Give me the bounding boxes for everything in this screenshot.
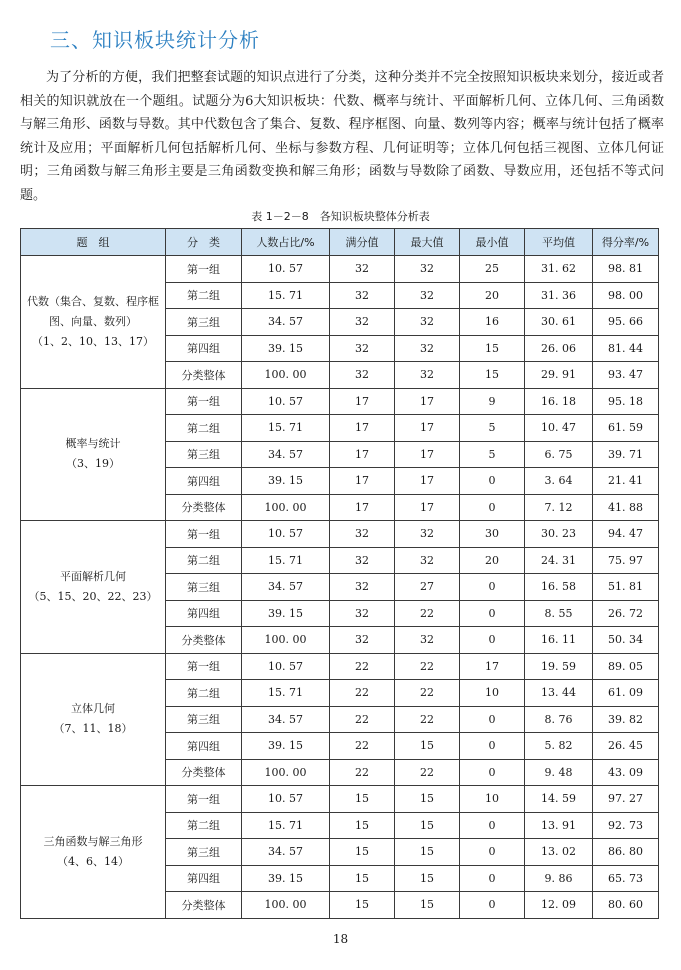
value-cell: 15	[460, 362, 525, 389]
value-cell: 32	[395, 547, 460, 574]
value-cell: 0	[460, 706, 525, 733]
header-cell: 分 类	[166, 229, 242, 256]
group-label-cell	[21, 653, 166, 786]
value-cell: 95. 18	[593, 388, 659, 415]
value-cell: 41. 88	[593, 494, 659, 521]
value-cell: 32	[330, 309, 395, 336]
value-cell: 34. 57	[242, 309, 330, 336]
value-cell: 30. 61	[525, 309, 593, 336]
value-cell: 34. 57	[242, 706, 330, 733]
value-cell: 100. 00	[242, 892, 330, 919]
value-cell: 32	[395, 627, 460, 654]
value-cell: 0	[460, 839, 525, 866]
category-cell: 第一组	[166, 521, 242, 548]
value-cell: 32	[330, 282, 395, 309]
value-cell: 15. 71	[242, 812, 330, 839]
value-cell: 17	[395, 388, 460, 415]
value-cell: 10	[460, 680, 525, 707]
value-cell: 10. 57	[242, 786, 330, 813]
value-cell: 7. 12	[525, 494, 593, 521]
group-items: （5、15、20、22、23）	[28, 589, 158, 603]
value-cell: 89. 05	[593, 653, 659, 680]
value-cell: 15	[330, 865, 395, 892]
value-cell: 15. 71	[242, 547, 330, 574]
group-items: （7、11、18）	[53, 722, 133, 736]
value-cell: 34. 57	[242, 441, 330, 468]
value-cell: 98. 81	[593, 256, 659, 283]
value-cell: 32	[330, 335, 395, 362]
table-row	[21, 388, 659, 415]
value-cell: 31. 62	[525, 256, 593, 283]
value-cell: 0	[460, 468, 525, 495]
table-row	[21, 653, 659, 680]
value-cell: 10. 57	[242, 653, 330, 680]
category-cell: 第二组	[166, 282, 242, 309]
value-cell: 10. 47	[525, 415, 593, 442]
group-label-cell	[21, 521, 166, 654]
header-cell: 得分率/%	[593, 229, 659, 256]
value-cell: 16. 18	[525, 388, 593, 415]
value-cell: 32	[395, 521, 460, 548]
category-cell: 第四组	[166, 335, 242, 362]
value-cell: 17	[460, 653, 525, 680]
value-cell: 97. 27	[593, 786, 659, 813]
value-cell: 0	[460, 733, 525, 760]
value-cell: 51. 81	[593, 574, 659, 601]
value-cell: 32	[330, 627, 395, 654]
category-cell: 分类整体	[166, 627, 242, 654]
value-cell: 32	[395, 309, 460, 336]
value-cell: 34. 57	[242, 839, 330, 866]
table-body	[21, 256, 659, 919]
value-cell: 32	[330, 521, 395, 548]
value-cell: 8. 55	[525, 600, 593, 627]
value-cell: 39. 15	[242, 600, 330, 627]
table-row	[21, 521, 659, 548]
category-cell: 第二组	[166, 812, 242, 839]
category-cell: 第三组	[166, 574, 242, 601]
value-cell: 9. 48	[525, 759, 593, 786]
category-cell: 第三组	[166, 441, 242, 468]
value-cell: 15	[460, 335, 525, 362]
value-cell: 3. 64	[525, 468, 593, 495]
table-row	[21, 786, 659, 813]
value-cell: 15. 71	[242, 415, 330, 442]
value-cell: 26. 06	[525, 335, 593, 362]
value-cell: 50. 34	[593, 627, 659, 654]
value-cell: 100. 00	[242, 362, 330, 389]
value-cell: 6. 75	[525, 441, 593, 468]
value-cell: 32	[330, 600, 395, 627]
value-cell: 32	[395, 362, 460, 389]
value-cell: 98. 00	[593, 282, 659, 309]
value-cell: 9. 86	[525, 865, 593, 892]
category-cell: 第三组	[166, 839, 242, 866]
category-cell: 分类整体	[166, 892, 242, 919]
category-cell: 第二组	[166, 680, 242, 707]
analysis-table	[20, 228, 659, 919]
value-cell: 27	[395, 574, 460, 601]
value-cell: 29. 91	[525, 362, 593, 389]
value-cell: 5	[460, 441, 525, 468]
value-cell: 17	[395, 441, 460, 468]
value-cell: 26. 72	[593, 600, 659, 627]
value-cell: 32	[330, 256, 395, 283]
value-cell: 16. 58	[525, 574, 593, 601]
value-cell: 22	[395, 600, 460, 627]
category-cell: 第一组	[166, 786, 242, 813]
value-cell: 25	[460, 256, 525, 283]
value-cell: 13. 02	[525, 839, 593, 866]
value-cell: 22	[330, 680, 395, 707]
value-cell: 22	[330, 706, 395, 733]
group-label-cell	[21, 256, 166, 389]
value-cell: 20	[460, 282, 525, 309]
value-cell: 100. 00	[242, 494, 330, 521]
intro-paragraph: 为了分析的方便，我们把整套试题的知识点进行了分类，这种分类并不完全按照知识板块来划分，接近或者相关的知识就放在一个题组。试题分为6大知识板块：代数、概率与统计、平面解析几何、立体几何、三角函数与解三角形、函数与导数。其中代数包含了集合、复数、程序框图、向量、数列等内容；概率与统计包括了概率统计及应用；平面解析几何包括解析几何、坐标与参数方程、几何证明等；立体几何包括三视图、立体几何证明；三角函数与解三角形主要是三角函数变换和解三角形；函数与导数除了函数、导数应用，还包括不等式问题。	[20, 70, 664, 203]
value-cell: 10. 57	[242, 521, 330, 548]
value-cell: 26. 45	[593, 733, 659, 760]
value-cell: 15	[395, 812, 460, 839]
value-cell: 0	[460, 892, 525, 919]
value-cell: 9	[460, 388, 525, 415]
value-cell: 15	[330, 892, 395, 919]
category-cell: 分类整体	[166, 759, 242, 786]
category-cell: 第一组	[166, 388, 242, 415]
category-cell: 第四组	[166, 733, 242, 760]
value-cell: 20	[460, 547, 525, 574]
value-cell: 100. 00	[242, 627, 330, 654]
value-cell: 17	[330, 441, 395, 468]
value-cell: 81. 44	[593, 335, 659, 362]
category-cell: 第二组	[166, 415, 242, 442]
value-cell: 17	[395, 415, 460, 442]
value-cell: 80. 60	[593, 892, 659, 919]
header-cell: 最大值	[395, 229, 460, 256]
value-cell: 61. 09	[593, 680, 659, 707]
category-cell: 第四组	[166, 865, 242, 892]
value-cell: 30. 23	[525, 521, 593, 548]
header-cell: 人数占比/%	[242, 229, 330, 256]
value-cell: 22	[395, 653, 460, 680]
value-cell: 61. 59	[593, 415, 659, 442]
value-cell: 15. 71	[242, 680, 330, 707]
table-caption: 表 1－2－8 各知识板块整体分析表	[251, 210, 430, 223]
value-cell: 10. 57	[242, 388, 330, 415]
value-cell: 15	[395, 839, 460, 866]
value-cell: 15	[395, 865, 460, 892]
value-cell: 17	[330, 415, 395, 442]
value-cell: 75. 97	[593, 547, 659, 574]
value-cell: 0	[460, 574, 525, 601]
value-cell: 39. 15	[242, 733, 330, 760]
value-cell: 22	[395, 706, 460, 733]
value-cell: 19. 59	[525, 653, 593, 680]
value-cell: 95. 66	[593, 309, 659, 336]
category-cell: 第二组	[166, 547, 242, 574]
group-name: 代数（集合、复数、程序框图、向量、数列）	[27, 294, 159, 328]
category-cell: 第一组	[166, 256, 242, 283]
value-cell: 12. 09	[525, 892, 593, 919]
group-items: （4、6、14）	[57, 854, 129, 868]
value-cell: 17	[330, 468, 395, 495]
value-cell: 34. 57	[242, 574, 330, 601]
value-cell: 0	[460, 812, 525, 839]
value-cell: 5. 82	[525, 733, 593, 760]
value-cell: 14. 59	[525, 786, 593, 813]
value-cell: 32	[330, 574, 395, 601]
value-cell: 22	[330, 653, 395, 680]
value-cell: 100. 00	[242, 759, 330, 786]
group-name: 平面解析几何	[60, 569, 126, 583]
value-cell: 32	[395, 256, 460, 283]
value-cell: 15	[330, 812, 395, 839]
group-items: （1、2、10、13、17）	[32, 334, 154, 348]
value-cell: 24. 31	[525, 547, 593, 574]
table-header-row	[21, 229, 659, 256]
value-cell: 30	[460, 521, 525, 548]
category-cell: 第三组	[166, 309, 242, 336]
value-cell: 32	[330, 362, 395, 389]
header-cell: 最小值	[460, 229, 525, 256]
group-name: 立体几何	[71, 702, 115, 716]
header-cell: 题 组	[21, 229, 166, 256]
header-cell: 满分值	[330, 229, 395, 256]
value-cell: 39. 15	[242, 865, 330, 892]
value-cell: 16. 11	[525, 627, 593, 654]
value-cell: 8. 76	[525, 706, 593, 733]
value-cell: 0	[460, 627, 525, 654]
category-cell: 分类整体	[166, 494, 242, 521]
group-label-cell	[21, 786, 166, 919]
category-cell: 第四组	[166, 600, 242, 627]
value-cell: 17	[395, 468, 460, 495]
value-cell: 15	[330, 839, 395, 866]
value-cell: 0	[460, 759, 525, 786]
value-cell: 21. 41	[593, 468, 659, 495]
value-cell: 0	[460, 494, 525, 521]
value-cell: 5	[460, 415, 525, 442]
value-cell: 10. 57	[242, 256, 330, 283]
value-cell: 39. 71	[593, 441, 659, 468]
group-items: （3、19）	[66, 457, 120, 471]
value-cell: 22	[395, 680, 460, 707]
table-row	[21, 256, 659, 283]
value-cell: 0	[460, 865, 525, 892]
category-cell: 第三组	[166, 706, 242, 733]
value-cell: 13. 91	[525, 812, 593, 839]
value-cell: 39. 15	[242, 468, 330, 495]
value-cell: 32	[330, 547, 395, 574]
value-cell: 10	[460, 786, 525, 813]
value-cell: 32	[395, 335, 460, 362]
value-cell: 15	[330, 786, 395, 813]
value-cell: 86. 80	[593, 839, 659, 866]
value-cell: 15	[395, 892, 460, 919]
value-cell: 92. 73	[593, 812, 659, 839]
section-title: 三、知识板块统计分析	[50, 28, 260, 52]
value-cell: 17	[330, 494, 395, 521]
value-cell: 39. 15	[242, 335, 330, 362]
value-cell: 22	[330, 759, 395, 786]
value-cell: 39. 82	[593, 706, 659, 733]
value-cell: 15. 71	[242, 282, 330, 309]
group-label-cell	[21, 388, 166, 521]
group-name: 三角函数与解三角形	[43, 834, 143, 848]
value-cell: 94. 47	[593, 521, 659, 548]
value-cell: 17	[330, 388, 395, 415]
page-number: 18	[332, 932, 349, 946]
category-cell: 分类整体	[166, 362, 242, 389]
value-cell: 15	[395, 733, 460, 760]
value-cell: 16	[460, 309, 525, 336]
value-cell: 13. 44	[525, 680, 593, 707]
value-cell: 43. 09	[593, 759, 659, 786]
value-cell: 32	[395, 282, 460, 309]
value-cell: 0	[460, 600, 525, 627]
value-cell: 15	[395, 786, 460, 813]
group-name: 概率与统计	[65, 437, 121, 451]
value-cell: 22	[330, 733, 395, 760]
value-cell: 22	[395, 759, 460, 786]
value-cell: 17	[395, 494, 460, 521]
category-cell: 第一组	[166, 653, 242, 680]
value-cell: 65. 73	[593, 865, 659, 892]
value-cell: 31. 36	[525, 282, 593, 309]
category-cell: 第四组	[166, 468, 242, 495]
value-cell: 93. 47	[593, 362, 659, 389]
header-cell: 平均值	[525, 229, 593, 256]
